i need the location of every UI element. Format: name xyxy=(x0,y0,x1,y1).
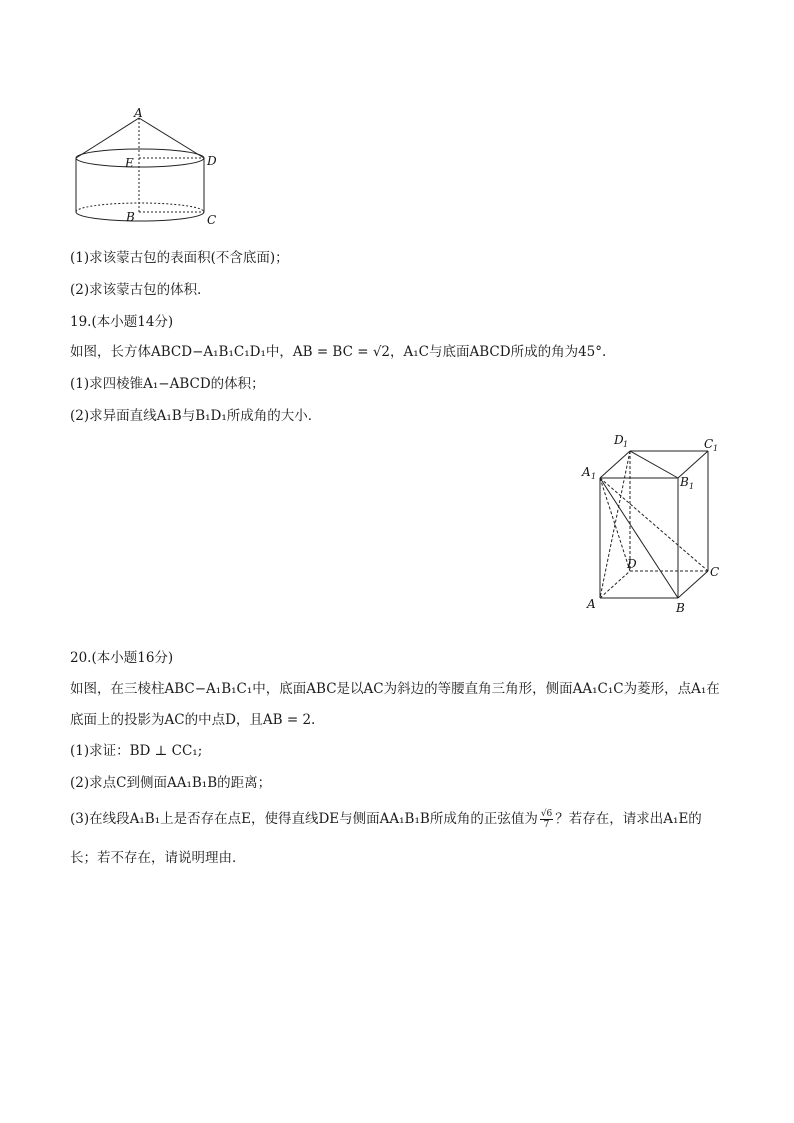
q19-heading: 19.(本小题14分) xyxy=(70,314,174,330)
cuboid-label-d1-sub: 1 xyxy=(623,440,629,449)
q20-statement-line1: 如图，在三棱柱ABC−A₁B₁C₁中，底面ABC是以AC为斜边的等腰直角三角形，侧面AA₁C₁C为菱形，点A₁在 xyxy=(70,681,720,697)
yurt-label-a: A xyxy=(134,106,143,120)
q18-part2: (2)求该蒙古包的体积． xyxy=(70,282,211,298)
q19-statement: 如图，长方体ABCD−A₁B₁C₁D₁中，AB = BC = √2，A₁C与底面ABCD所成的角为45°. xyxy=(70,344,607,360)
cuboid-label-d: D xyxy=(627,557,637,571)
cuboid-label-a1: A xyxy=(582,465,591,479)
yurt-label-b: B xyxy=(126,210,135,224)
yurt-figure xyxy=(70,104,230,228)
cuboid-figure xyxy=(578,428,728,620)
q18-part1: (1)求该蒙古包的表面积(不含底面)； xyxy=(70,250,289,266)
q20-part3-line2: 长；若不存在，请说明理由． xyxy=(70,850,246,866)
cuboid-label-c: C xyxy=(710,565,720,579)
q20-statement-line2: 底面上的投影为AC的中点D，且AB = 2. xyxy=(70,712,316,728)
cuboid-label-c1-sub: 1 xyxy=(713,444,719,453)
cuboid-label-b: B xyxy=(676,601,685,615)
yurt-label-c: C xyxy=(207,213,217,227)
cuboid-label-b1-sub: 1 xyxy=(689,482,695,491)
q20-part3 xyxy=(70,809,702,830)
cuboid-label-c1: C xyxy=(704,437,714,451)
yurt-label-e: E xyxy=(125,156,134,170)
cuboid-label-d1: D xyxy=(614,433,624,447)
q20-part1: (1)求证：BD ⊥ CC₁; xyxy=(70,743,203,759)
cuboid-label-a1-sub: 1 xyxy=(591,472,597,481)
fraction-numerator: √6 xyxy=(540,809,553,819)
yurt-diagram xyxy=(70,104,230,228)
q20-part2: (2)求点C到侧面AA₁B₁B的距离； xyxy=(70,775,272,791)
cuboid-label-b1: B xyxy=(680,475,689,489)
q19-part1: (1)求四棱锥A₁−ABCD的体积； xyxy=(70,376,265,392)
yurt-label-d: D xyxy=(207,154,217,168)
q20-part3-after: ？若存在，请求出A₁E的 xyxy=(555,811,702,827)
q19-part2: (2)求异面直线A₁B与B₁D₁所成角的大小． xyxy=(70,408,322,424)
sine-value-fraction xyxy=(540,809,553,830)
fraction-denominator: 7 xyxy=(543,820,550,830)
q20-heading: 20.(本小题16分) xyxy=(70,650,174,666)
cuboid-diagram xyxy=(578,428,728,620)
q20-part3-before: (3)在线段A₁B₁上是否存在点E，使得直线DE与侧面AA₁B₁B所成角的正弦值为 xyxy=(70,811,538,827)
cuboid-label-a: A xyxy=(587,597,596,611)
